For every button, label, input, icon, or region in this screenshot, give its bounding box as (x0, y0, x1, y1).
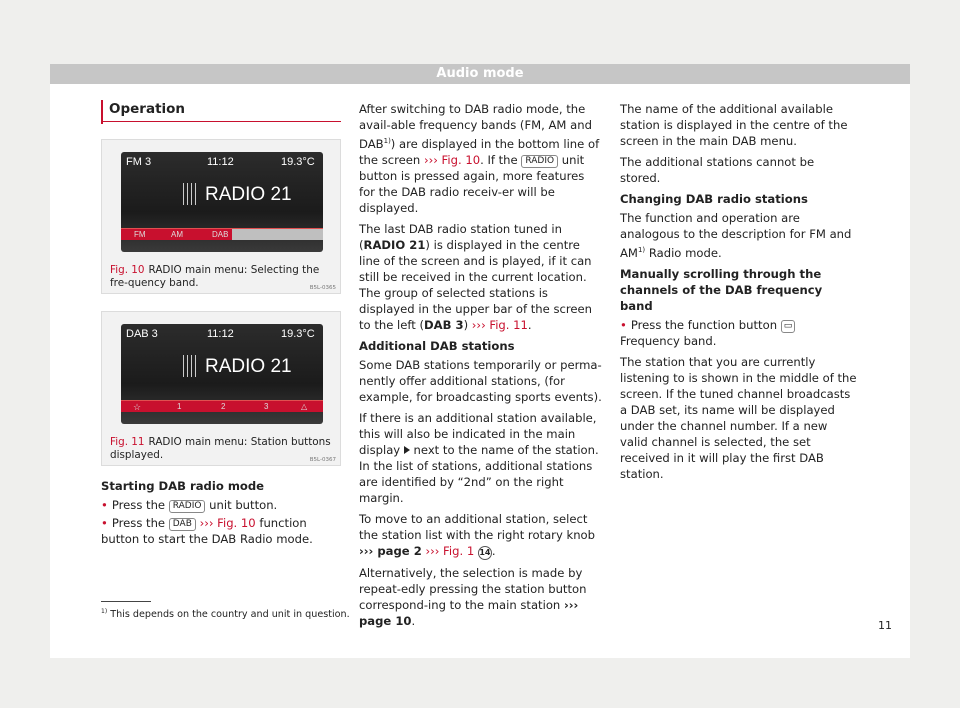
fig10-link[interactable]: ››› Fig. 10 (423, 152, 481, 167)
figure-label: Fig. 11 (110, 436, 145, 448)
station-name: RADIO 21 (205, 356, 292, 377)
paragraph: The function and operation are analogous to the description for FM and AM$^{1)}$ Radio mode. (620, 211, 852, 260)
radio-screen (121, 324, 323, 424)
dab-button[interactable]: DAB (212, 230, 229, 239)
figure-caption (110, 436, 334, 462)
fig10-link[interactable]: ››› Fig. 10 (199, 516, 256, 530)
bullet-icon: • (101, 516, 108, 530)
station-group-label: FM 3 (126, 156, 152, 168)
clock: 11:12 (207, 156, 234, 168)
bullet-icon: • (620, 317, 627, 332)
radio-key: RADIO (169, 500, 206, 513)
paragraph: The name of the additional available station is displayed in the centre of the screen in the main DAB menu. (620, 102, 848, 148)
bullet-item: • Press the DAB ››› Fig. 10 function button to start the DAB Radio mode. (101, 516, 313, 546)
am-button[interactable]: AM (171, 230, 183, 239)
fig1-link[interactable]: ››› Fig. 1 (425, 543, 475, 558)
changing-stations-heading: Changing DAB radio stations (620, 192, 808, 206)
favorite-star-icon[interactable]: ☆ (133, 402, 142, 412)
paragraph: The last DAB radio station tuned in (RADIO 21) is displayed in the centre line of the screen and is played, if it can still be received in the current location. The group of selected stations is displayed in the upper bar of the screen to the left (DAB 3) ››› Fig. 11. (359, 221, 592, 332)
radio-key: RADIO (521, 155, 558, 168)
middle-column (359, 101, 602, 634)
fig11-link[interactable]: ››› Fig. 11 (471, 317, 528, 332)
figure-10 (101, 139, 341, 294)
figure-label: Fig. 10 (110, 264, 145, 276)
station-button-3[interactable]: 3 (264, 402, 269, 411)
temperature: 19.3°C (281, 156, 315, 168)
play-triangle-icon (404, 446, 410, 454)
figure-code: B5L-0365 (309, 285, 336, 291)
paragraph: If there is an additional station available, this will also be indicated in the main display next to the name of the station. In the list of stations, additional stations are identified by “2nd” on the right margin. (359, 410, 599, 505)
footnote-rule (101, 601, 151, 602)
manual-scrolling-heading: Manually scrolling through the channels of the DAB frequency band (620, 266, 823, 313)
caption-text: RADIO main menu: Station buttons displayed. (110, 436, 331, 461)
paragraph: After switching to DAB radio mode, the avail-able frequency bands (FM, AM and DAB$^{1)}$) are displayed in the bottom line of the screen ››› Fig. 10. If the RADIO unit button is pressed again, more features for the DAB radio receiv-er will be displayed. (359, 102, 600, 215)
figure-caption (110, 264, 334, 290)
page-number: 11 (878, 619, 892, 632)
radio-screen (121, 152, 323, 252)
station-button-row (121, 400, 323, 412)
figure-11 (101, 311, 341, 466)
dab-key: DAB (169, 518, 196, 531)
station-button-2[interactable]: 2 (221, 402, 226, 411)
callout-number: 14 (478, 546, 492, 560)
paragraph: To move to an additional station, select the station list with the right rotary knob ››› page 2 ››› Fig. 1 14. (359, 511, 596, 558)
left-column (101, 478, 341, 552)
bullet-icon: • (101, 498, 108, 512)
additional-stations-heading: Additional DAB stations (359, 338, 515, 353)
starting-dab-heading: Starting DAB radio mode (101, 479, 265, 493)
figure-code: B5L-0367 (309, 457, 336, 463)
footnote: $^{1)}$ This depends on the country and unit in question. (101, 608, 350, 621)
station-button-1[interactable]: 1 (177, 402, 182, 411)
page-link[interactable]: ››› page 2 (359, 543, 422, 558)
caption-text: RADIO main menu: Selecting the fre-quency band. (110, 264, 320, 289)
frequency-band-button-icon: ▭ (781, 320, 796, 333)
bullet-item: • Press the RADIO unit button. (101, 498, 278, 512)
function-button-row (121, 228, 323, 240)
paragraph: The station that you are currently listening to is shown in the middle of the screen. If the tuned channel broadcasts a DAB set, its name will be displayed under the channel number. If a new valid channel is selected, the set received in it will play the first DAB station. (620, 354, 857, 481)
paragraph: Some DAB stations temporarily or perma-nently offer additional stations, (for example, for broadcasting sports events). (359, 357, 602, 404)
section-title: Operation (101, 100, 341, 124)
signal-bars-icon (181, 183, 201, 205)
paragraph: The additional stations cannot be stored. (620, 155, 815, 185)
clock: 11:12 (207, 328, 234, 340)
section-rule (101, 121, 341, 122)
right-column (620, 101, 858, 487)
temperature: 19.3°C (281, 328, 315, 340)
paragraph: Alternatively, the selection is made by repeat-edly pressing the station button correspond-ing to the main station ››› page 10. (359, 565, 587, 628)
bullet-item: • Press the function button ▭ Frequency band. (620, 317, 858, 349)
fm-button[interactable]: FM (134, 230, 146, 239)
page-header: Audio mode (50, 64, 910, 84)
up-arrow-icon[interactable]: △ (301, 402, 308, 411)
station-group-label: DAB 3 (126, 328, 158, 340)
page-link[interactable]: ››› page 10 (359, 597, 579, 628)
station-name: RADIO 21 (205, 184, 292, 205)
signal-bars-icon (181, 355, 201, 377)
